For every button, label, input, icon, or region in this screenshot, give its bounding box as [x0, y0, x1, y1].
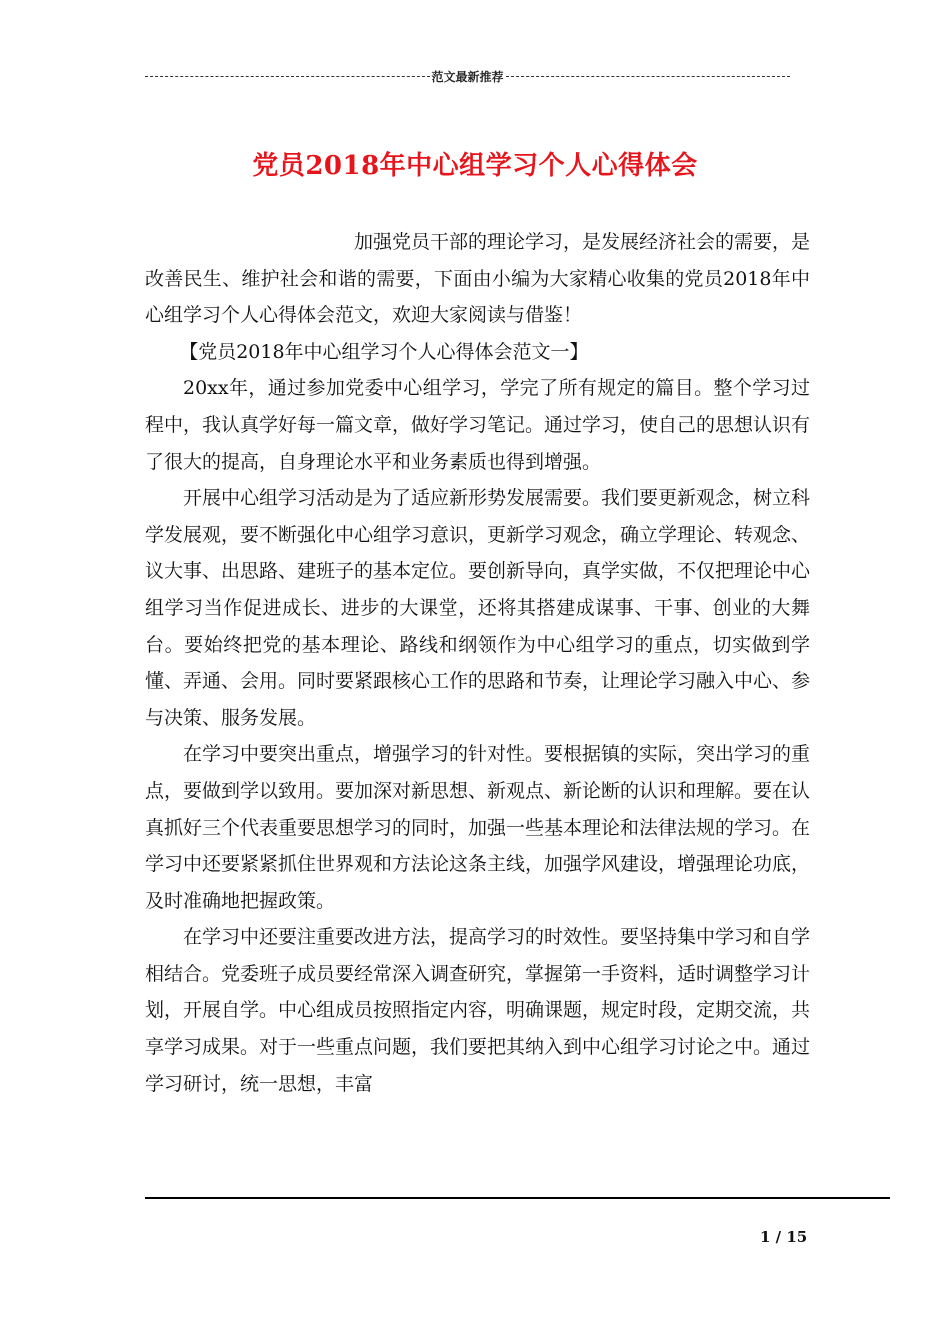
page-header — [145, 66, 790, 86]
header-dash-right — [506, 76, 791, 77]
body-paragraph: 20xx年，通过参加党委中心组学习，学完了所有规定的篇目。整个学习过程中，我认真学好每一篇文章，做好学习笔记。通过学习，使自己的思想认识有了很大的提高，自身理论水平和业务素质也得到增强。 — [145, 377, 811, 473]
body-paragraph: 在学习中还要注重要改进方法，提高学习的时效性。要坚持集中学习和自学相结合。党委班子成员要经常深入调查研究，掌握第一手资料，适时调整学习计划，开展自学。中心组成员按照指定内容，明确课题，规定时段，定期交流，共享学习成果。对于一些重点问题，我们要把其纳入到中心组学习讨论之中。通过学习研讨，统一思想，丰富 — [145, 926, 811, 1095]
body-paragraph: 在学习中要突出重点，增强学习的针对性。要根据镇的实际，突出学习的重点，要做到学以致用。要加深对新思想、新观点、新论断的认识和理解。要在认真抓好三个代表重要思想学习的同时，加强一些基本理论和法律法规的学习。在学习中还要紧紧抓住世界观和方法论这条主线，加强学风建设，增强理论功底，及时准确地把握政策。 — [145, 743, 811, 912]
header-dash-left — [145, 76, 430, 77]
footer-divider — [145, 1197, 890, 1199]
intro-paragraph: 加强党员干部的理论学习，是发展经济社会的需要，是改善民生、维护社会和谐的需要，下面由小编为大家精心收集的党员2018年中心组学习个人心得体会范文，欢迎大家阅读与借鉴！ — [145, 231, 811, 327]
page-number: 1 / 15 — [760, 1228, 808, 1246]
body-paragraph: 开展中心组学习活动是为了适应新形势发展需要。我们要更新观念，树立科学发展观，要不断强化中心组学习意识，更新学习观念，确立学理论、转观念、议大事、出思路、建班子的基本定位。要创新导向，真学实做，不仅把理论中心组学习当作促进成长、进步的大课堂，还将其搭建成谋事、干事、创业的大舞台。要始终把党的基本理论、路线和纲领作为中心组学习的重点，切实做到学懂、弄通、会用。同时要紧跟核心工作的思路和节奏，让理论学习融入中心、参与决策、服务发展。 — [145, 487, 811, 729]
section-heading: 【党员2018年中心组学习个人心得体会范文一】 — [179, 340, 589, 363]
document-title: 党员2018年中心组学习个人心得体会 — [252, 151, 698, 182]
header-label: 范文最新推荐 — [431, 69, 504, 84]
document-body — [145, 224, 810, 1102]
